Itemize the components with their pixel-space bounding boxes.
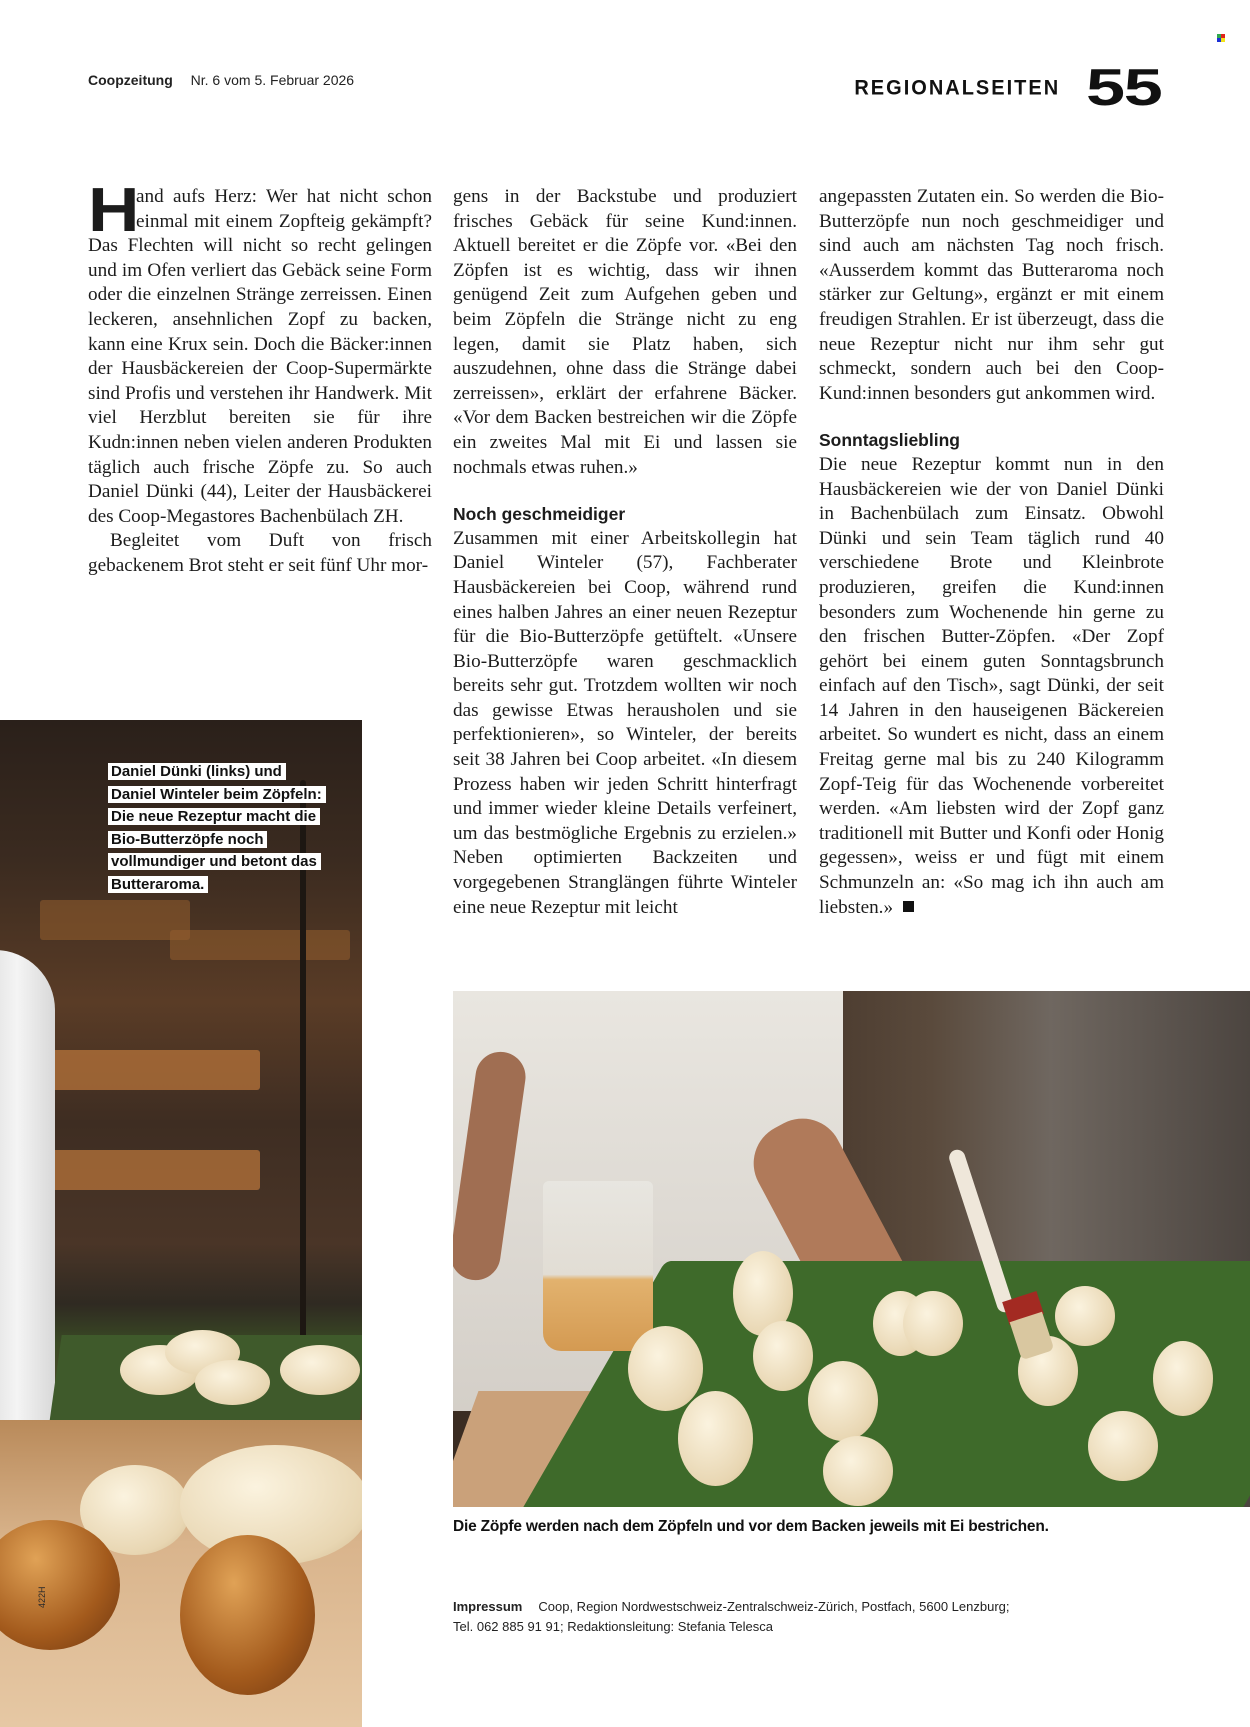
photo-bun <box>195 1360 270 1405</box>
issue-info: Nr. 6 vom 5. Februar 2026 <box>190 72 355 88</box>
article-column-1 <box>88 176 432 579</box>
impressum-address: Coop, Region Nordwestschweiz-Zentralschweiz-Zürich, Postfach, 5600 Lenzburg; <box>538 1599 1010 1614</box>
page-header-left <box>88 72 354 88</box>
page-number: 55 <box>1086 59 1162 117</box>
photo-bun <box>823 1436 893 1506</box>
photo-bun <box>903 1291 963 1356</box>
photo-bun <box>1153 1341 1213 1416</box>
article-column-2 <box>453 185 797 920</box>
photo-baked-bun <box>180 1535 315 1695</box>
subheading-noch-geschmeidiger: Noch geschmeidiger <box>453 504 626 525</box>
body-paragraph: Zusammen mit einer Arbeitskollegin hat Daniel Winteler (57), Fachberater Hausbäckereien bei Coop, während rund eines halben Jahres an einer neuen Rezeptur für die Bio-Butterzöpfe getüftelt. «Unsere Bio-Butterzöpfe waren geschmacklich bereits sehr gut. Trotzdem wollten wir noch das gewisse Etwas herausholen und sie perfektionieren», so Winteler, der bereits seit 38 Jahren bei Coop arbeitet. «In diesem Prozess haben wir jeden Schritt hinterfragt und immer wieder kleine Details verfeinert, um das bestmögliche Ergebnis zu erzielen.» Neben optimierten Backzeiten und vorgegebenen Stranglängen führte Winteler eine neue Rezeptur mit leicht <box>453 527 797 918</box>
impressum <box>453 1597 1073 1637</box>
body-paragraph: gens in der Backstube und produziert frisches Gebäck für seine Kund:innen. Aktuell bereitet er die Zöpfe vor. «Bei den Zöpfen ist es wichtig, dass wir ihnen genügend Zeit zum Aufgehen geben und beim Zöpfeln die Stränge nicht zu eng legen, damit sie Platz haben, sich auszudehnen, ohne dass die Stränge dabei zerreissen», erklärt der erfahrene Bäcker. «Vor dem Backen bestreichen wir die Zöpfe ein zweites Mal mit Ei und lassen sie nochmals etwas ruhen.» <box>453 186 797 478</box>
photo-bun <box>753 1321 813 1391</box>
drop-cap: H <box>88 176 140 245</box>
photo-bun <box>1055 1286 1115 1346</box>
body-paragraph: angepassten Zutaten ein. So werden die Bio-Butterzöpfe nun noch geschmeidiger und sind auch am nächsten Tag noch frisch. «Ausserdem kommt das Butteraroma noch stärker zur Geltung», ergänzt er mit einem freudigen Strahlen. Er ist überzeugt, dass die neue Rezeptur nicht nur ihm sehr gut schmeckt, sondern auch bei den Coop-Kund:innen besonders gut ankommen wird. <box>819 186 1164 404</box>
photo-bun <box>808 1361 878 1441</box>
photo-bun <box>280 1345 360 1395</box>
lead-paragraph <box>88 176 432 529</box>
lead-text: and aufs Herz: Wer hat nicht schon einmal mit einem Zopfteig gekämpft? Das Flechten will nicht so recht gelingen und im Ofen verliert das Gebäck seine Form oder die einzelnen Stränge zerreissen. Einen leckeren, ansehnlichen Zopf zu backen, kann eine Krux sein. Doch die Bäcker:innen der Hausbäckereien der Coop-Supermärkte sind Profis und verstehen ihr Handwerk. Mit viel Herzblut bereiten sie für ihre Kudn:innen neben vielen anderen Produkten täglich auch frische Zöpfe zu. So auch Daniel Dünki (44), Leiter der Hausbäckerei des Coop-Megastores Bachenbülach ZH. <box>88 186 432 527</box>
photo-bun <box>678 1391 753 1486</box>
photo-egg-jug <box>543 1181 653 1351</box>
photo-bun <box>1088 1411 1158 1481</box>
print-color-mark-icon <box>1217 34 1225 42</box>
impressum-contact: Tel. 062 885 91 91; Redaktionsleitung: Stefania Telesca <box>453 1619 773 1634</box>
page-header-right <box>854 59 1164 117</box>
photo-code: 422H <box>37 1586 47 1608</box>
publication-name: Coopzeitung <box>88 72 173 88</box>
subheading-sonntagsliebling: Sonntagsliebling <box>819 430 960 451</box>
photo-chef-jacket <box>0 950 55 1470</box>
photo-shelf <box>40 1150 260 1190</box>
body-paragraph <box>819 453 1164 920</box>
square-end-icon <box>903 901 914 912</box>
photo-left-caption <box>108 761 323 896</box>
caption-text: Daniel Dünki (links) und Daniel Winteler beim Zöpfeln: Die neue Rezeptur macht die Bio-Butterzöpfe noch vollmundiger und betont das Butteraroma. <box>108 763 326 893</box>
photo-brushing-egg-wash <box>453 991 1250 1507</box>
photo-right-caption: Die Zöpfe werden nach dem Zöpfeln und vor dem Backen jeweils mit Ei bestrichen. <box>453 1518 1049 1535</box>
section-name: REGIONALSEITEN <box>854 75 1061 100</box>
closing-text: Die neue Rezeptur kommt nun in den Hausbäckereien wie der von Daniel Dünki in Bachenbülach zum Einsatz. Obwohl Dünki und sein Team täglich rund 40 verschiedene Brote und Kleinbrote produzieren, greifen die Kund:innen besonders zum Wochenende hin gerne zu den frischen Butter-Zöpfen. «Der Zopf gehört bei einem guten Sonntagsbrunch einfach auf den Tisch», sagt Dünki, der seit 14 Jahren in den hauseigenen Bäckereien arbeitet. So wundert es nicht, dass an einem Freitag gerne mal bis zu 240 Kilogramm Zopf-Teig für das Wochenende vorbereitet werden. «Am liebsten wird der Zopf ganz traditionell mit Butter und Konfi oder Honig gegessen», weiss er und fügt mit einem Schmunzeln an: «So mag ich ihn auch am liebsten.» <box>819 453 1164 918</box>
body-paragraph: Begleitet vom Duft von frisch gebackenem Brot steht er seit fünf Uhr mor- <box>88 530 432 576</box>
impressum-label: Impressum <box>453 1599 523 1614</box>
photo-shelf <box>40 900 190 940</box>
photo-shelf <box>40 1050 260 1090</box>
photo-shelf <box>170 930 350 960</box>
photo-bun <box>628 1326 703 1411</box>
article-column-3 <box>819 185 1164 920</box>
